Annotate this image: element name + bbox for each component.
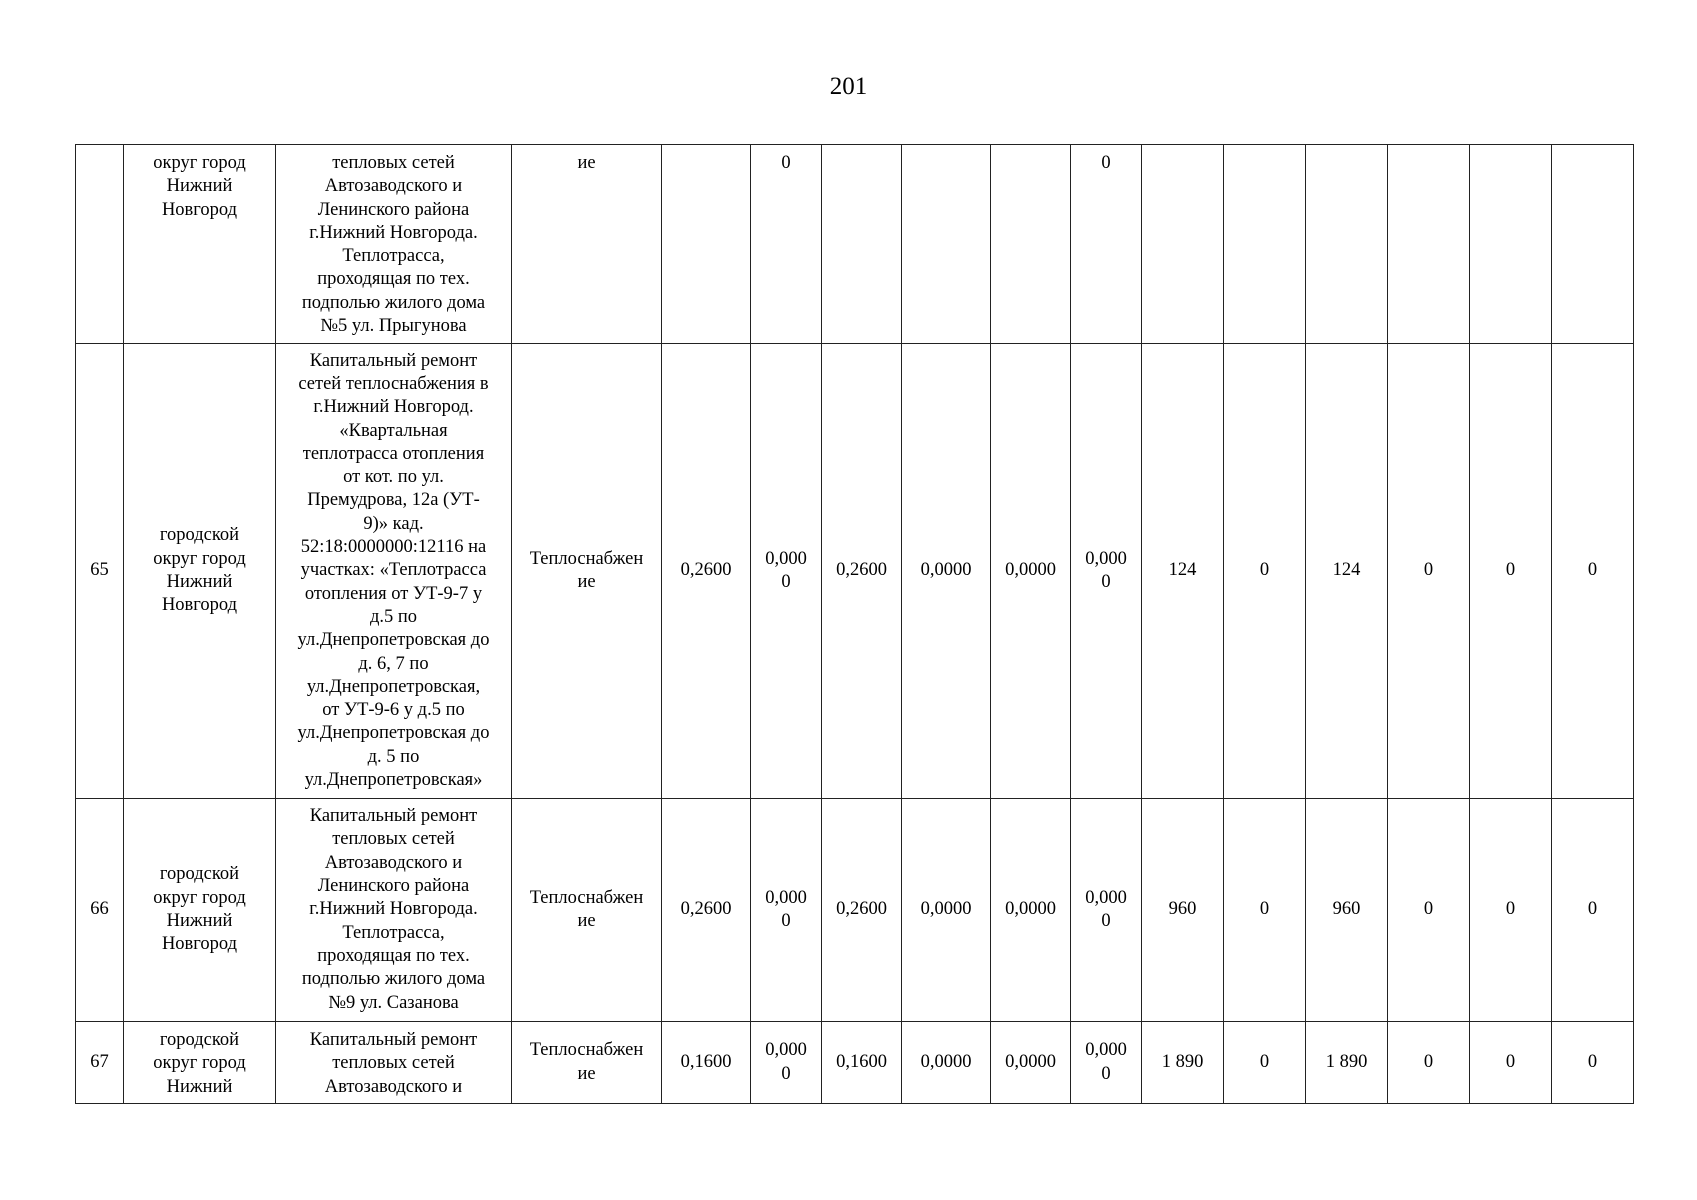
cell-value: 0,2600 bbox=[662, 799, 751, 1022]
cell-value: 0 bbox=[751, 145, 822, 344]
cell-type: ие bbox=[512, 145, 662, 344]
cell-value: 0 bbox=[1470, 799, 1552, 1022]
cell-value: 960 bbox=[1142, 799, 1224, 1022]
cell-value: 0 bbox=[1388, 1022, 1470, 1104]
cell-value: 960 bbox=[1306, 799, 1388, 1022]
cell-value: 1 890 bbox=[1142, 1022, 1224, 1104]
cell-value bbox=[1470, 145, 1552, 344]
cell-value: 0,0000 bbox=[991, 1022, 1071, 1104]
cell-value: 1 890 bbox=[1306, 1022, 1388, 1104]
cell-municipality: городской округ город Нижний Новгород bbox=[124, 344, 276, 799]
cell-value: 124 bbox=[1306, 344, 1388, 799]
cell-value: 0 bbox=[1224, 1022, 1306, 1104]
cell-value: 0,000 0 bbox=[1071, 1022, 1142, 1104]
cell-value bbox=[1224, 145, 1306, 344]
cell-value: 0,000 0 bbox=[751, 1022, 822, 1104]
table-row bbox=[76, 1022, 1634, 1104]
cell-municipality: городской округ город Нижний Новгород bbox=[124, 799, 276, 1022]
cell-value: 0 bbox=[1552, 1022, 1634, 1104]
cell-value: 0,2600 bbox=[822, 344, 902, 799]
cell-object: Капитальный ремонт тепловых сетей Автозаводского и Ленинского района г.Нижний Новгорода. Теплотрасса, проходящая по тех. подполью жилого дома №9 ул. Сазанова bbox=[276, 799, 512, 1022]
cell-value: 0,0000 bbox=[902, 344, 991, 799]
cell-value: 0 bbox=[1224, 799, 1306, 1022]
table-row bbox=[76, 145, 1634, 344]
cell-value: 0,000 0 bbox=[1071, 799, 1142, 1022]
cell-value bbox=[1388, 145, 1470, 344]
capital-repair-table bbox=[75, 144, 1634, 1104]
cell-value bbox=[991, 145, 1071, 344]
cell-value: 0,000 0 bbox=[1071, 344, 1142, 799]
cell-value: 0 bbox=[1552, 344, 1634, 799]
cell-value: 0 bbox=[1388, 344, 1470, 799]
cell-municipality: округ город Нижний Новгород bbox=[124, 145, 276, 344]
cell-value: 0,2600 bbox=[822, 799, 902, 1022]
cell-number: 66 bbox=[76, 799, 124, 1022]
cell-value bbox=[822, 145, 902, 344]
cell-value: 0,000 0 bbox=[751, 799, 822, 1022]
cell-value: 0 bbox=[1470, 1022, 1552, 1104]
cell-object: тепловых сетей Автозаводского и Ленинского района г.Нижний Новгорода. Теплотрасса, проходящая по тех. подполью жилого дома №5 ул. Прыгунова bbox=[276, 145, 512, 344]
cell-number: 65 bbox=[76, 344, 124, 799]
table-row bbox=[76, 344, 1634, 799]
cell-value: 0,0000 bbox=[991, 344, 1071, 799]
cell-type: Теплоснабжен ие bbox=[512, 1022, 662, 1104]
cell-value: 0,0000 bbox=[902, 1022, 991, 1104]
cell-value: 0,0000 bbox=[991, 799, 1071, 1022]
cell-value bbox=[902, 145, 991, 344]
cell-number: 67 bbox=[76, 1022, 124, 1104]
cell-value: 0,1600 bbox=[822, 1022, 902, 1104]
cell-type: Теплоснабжен ие bbox=[512, 799, 662, 1022]
table-row bbox=[76, 799, 1634, 1022]
cell-value: 0,1600 bbox=[662, 1022, 751, 1104]
cell-value: 0 bbox=[1470, 344, 1552, 799]
cell-value bbox=[1552, 145, 1634, 344]
cell-value: 0 bbox=[1552, 799, 1634, 1022]
cell-value: 0 bbox=[1224, 344, 1306, 799]
cell-value bbox=[1306, 145, 1388, 344]
cell-value: 0,2600 bbox=[662, 344, 751, 799]
cell-value bbox=[1142, 145, 1224, 344]
cell-municipality: городской округ город Нижний bbox=[124, 1022, 276, 1104]
cell-value: 0,0000 bbox=[902, 799, 991, 1022]
page-number: 201 bbox=[829, 73, 868, 100]
cell-object: Капитальный ремонт тепловых сетей Автозаводского и bbox=[276, 1022, 512, 1104]
cell-value: 0 bbox=[1388, 799, 1470, 1022]
cell-value: 0 bbox=[1071, 145, 1142, 344]
cell-value: 124 bbox=[1142, 344, 1224, 799]
cell-object: Капитальный ремонт сетей теплоснабжения в г.Нижний Новгород. «Квартальная теплотрасса отопления от кот. по ул. Премудрова, 12а (УТ- 9)» кад. 52:18:0000000:12116 на участках: «Теплотрасса отопления от УТ-9-7 у д.5 по ул.Днепропетровская до д. 6, 7 по ул.Днепропетровская, от УТ-9-6 у д.5 по ул.Днепропетровская до д. 5 по ул.Днепропетровская» bbox=[276, 344, 512, 799]
cell-value bbox=[662, 145, 751, 344]
cell-value: 0,000 0 bbox=[751, 344, 822, 799]
cell-number bbox=[76, 145, 124, 344]
cell-type: Теплоснабжен ие bbox=[512, 344, 662, 799]
